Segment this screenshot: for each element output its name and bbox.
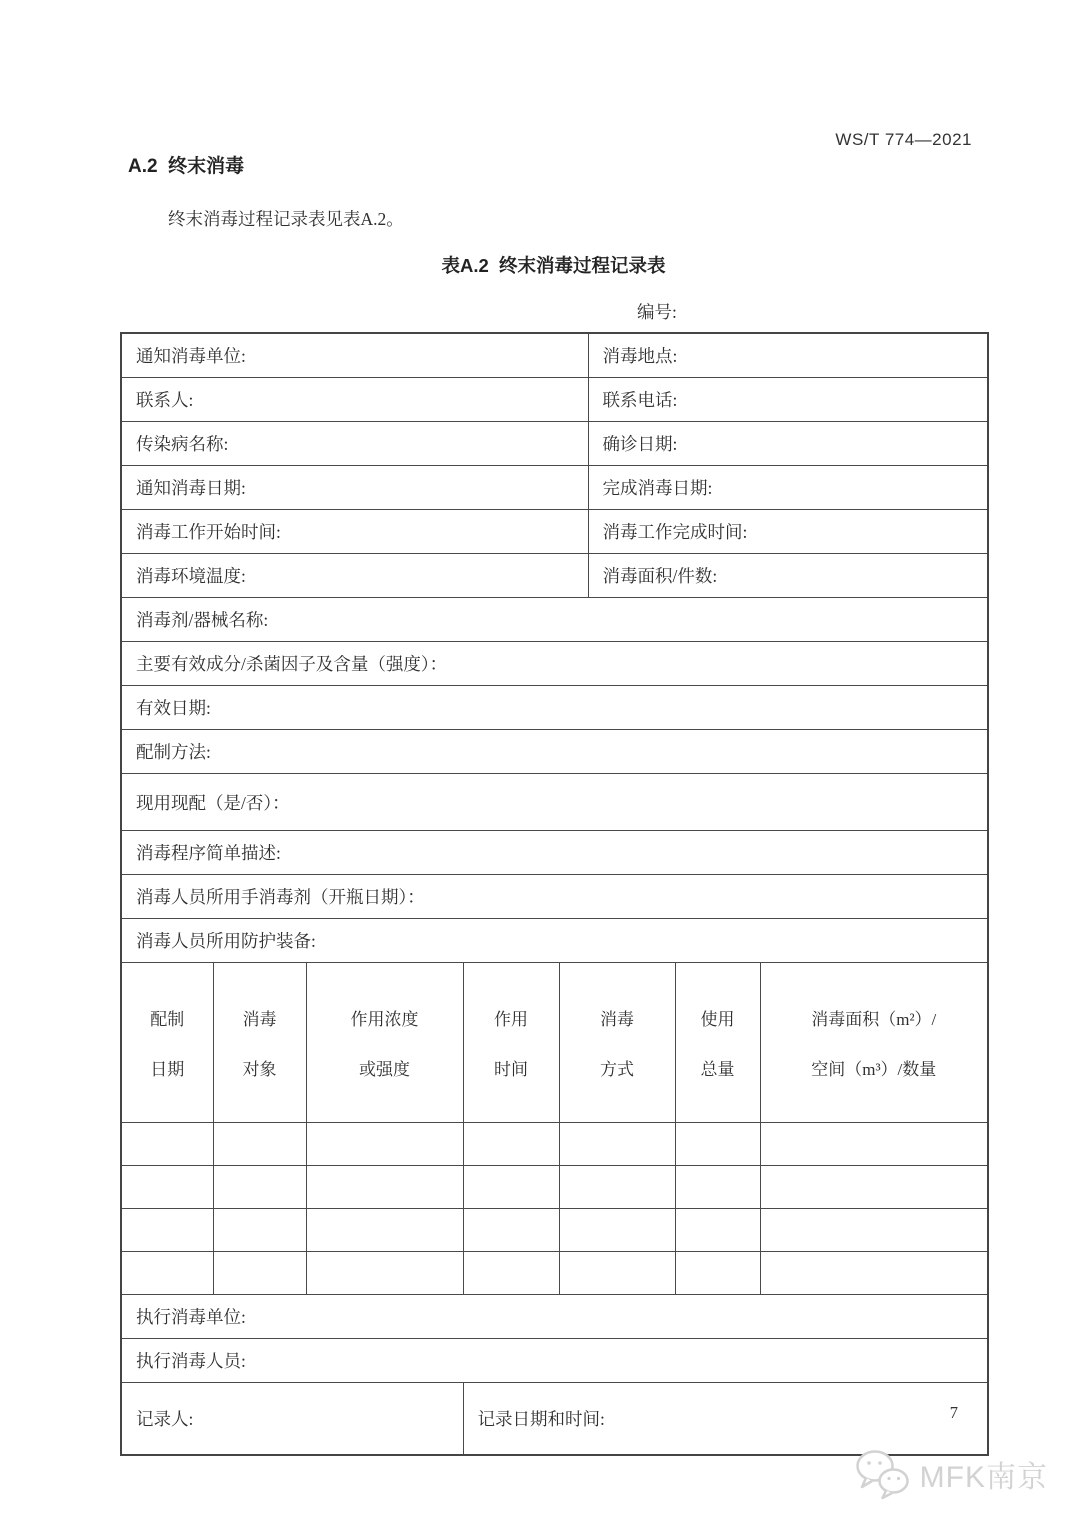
- column-header-target: [213, 963, 306, 1123]
- blank-cell: [306, 1123, 463, 1166]
- column-header-area-quantity: [760, 963, 988, 1123]
- wechat-icon: [854, 1447, 912, 1501]
- blank-cell: [675, 1209, 760, 1252]
- blank-cell: [760, 1166, 988, 1209]
- blank-cell: [463, 1123, 559, 1166]
- table-row-procedure-description: [121, 831, 988, 875]
- blank-grid-row: [121, 1209, 988, 1252]
- blank-cell: [121, 1166, 213, 1209]
- field-label: 联系人:: [121, 378, 588, 422]
- field-label: 消毒工作完成时间:: [588, 510, 988, 554]
- blank-cell: [760, 1209, 988, 1252]
- blank-cell: [559, 1166, 675, 1209]
- header-line: 时间: [494, 1060, 528, 1079]
- field-label: 消毒面积/件数:: [588, 554, 988, 598]
- header-line: 配制: [150, 1010, 185, 1029]
- blank-cell: [306, 1209, 463, 1252]
- field-label: 消毒工作开始时间:: [121, 510, 588, 554]
- blank-cell: [559, 1209, 675, 1252]
- blank-cell: [213, 1123, 306, 1166]
- field-label: 有效日期:: [121, 686, 988, 730]
- table-row-disinfectant-name: [121, 598, 988, 642]
- blank-cell: [306, 1252, 463, 1295]
- field-label: 消毒剂/器械名称:: [121, 598, 988, 642]
- field-label: 完成消毒日期:: [588, 466, 988, 510]
- table-title: 表A.2 终末消毒过程记录表: [441, 255, 666, 276]
- field-label: 消毒人员所用防护装备:: [121, 919, 988, 963]
- table-row-disease: [121, 422, 988, 466]
- column-header-concentration: [306, 963, 463, 1123]
- field-label: 配制方法:: [121, 730, 988, 774]
- blank-cell: [121, 1209, 213, 1252]
- field-label: 传染病名称:: [121, 422, 588, 466]
- watermark: [854, 1447, 1048, 1501]
- header-line: 空间（m³）/数量: [811, 1060, 937, 1079]
- field-label: 消毒环境温度:: [121, 554, 588, 598]
- field-label: 联系电话:: [588, 378, 988, 422]
- blank-grid-row: [121, 1252, 988, 1295]
- header-line: 或强度: [359, 1060, 410, 1079]
- field-label: 主要有效成分/杀菌因子及含量（强度）：: [121, 642, 988, 686]
- field-label: 执行消毒单位:: [121, 1295, 988, 1339]
- field-label: 通知消毒单位:: [121, 333, 588, 378]
- header-line: 作用: [494, 1010, 528, 1029]
- blank-cell: [675, 1166, 760, 1209]
- section-heading: A.2 终末消毒: [128, 156, 245, 177]
- table-row-contact: [121, 378, 988, 422]
- blank-cell: [675, 1123, 760, 1166]
- table-row-expiry-date: [121, 686, 988, 730]
- blank-cell: [121, 1123, 213, 1166]
- header-line: 消毒面积（m²）/: [811, 1010, 937, 1029]
- header-line: 对象: [242, 1060, 277, 1079]
- header-line: 使用: [700, 1010, 735, 1029]
- column-header-method: [559, 963, 675, 1123]
- table-row-active-ingredient: [121, 642, 988, 686]
- grid-header-row: [121, 963, 988, 1123]
- header-line: 作用浓度: [350, 1010, 419, 1029]
- table-row-executing-unit: [121, 1295, 988, 1339]
- field-label: 现用现配（是/否）：: [121, 774, 988, 831]
- table-row-executing-personnel: [121, 1339, 988, 1383]
- blank-cell: [675, 1252, 760, 1295]
- blank-grid-row: [121, 1166, 988, 1209]
- table-row-protective-equipment: [121, 919, 988, 963]
- disinfection-record-table: [120, 332, 989, 1456]
- blank-cell: [559, 1252, 675, 1295]
- table-row-work-time: [121, 510, 988, 554]
- blank-cell: [213, 1166, 306, 1209]
- field-label: 消毒人员所用手消毒剂（开瓶日期）：: [121, 875, 988, 919]
- blank-cell: [306, 1166, 463, 1209]
- page-number: 7: [949, 1403, 958, 1422]
- blank-cell: [463, 1252, 559, 1295]
- field-label: 确诊日期:: [588, 422, 988, 466]
- standard-code: WS/T 774—2021: [835, 130, 972, 149]
- table-row-fresh-prepared: [121, 774, 988, 831]
- blank-grid-row: [121, 1123, 988, 1166]
- table-row-recorder: [121, 1383, 988, 1456]
- blank-cell: [760, 1123, 988, 1166]
- field-label: 记录日期和时间:: [463, 1383, 988, 1456]
- blank-cell: [121, 1252, 213, 1295]
- watermark-text: MFK南京: [919, 1461, 1048, 1494]
- field-label: 消毒地点:: [588, 333, 988, 378]
- blank-cell: [463, 1209, 559, 1252]
- header-line: 日期: [150, 1060, 185, 1079]
- blank-cell: [213, 1252, 306, 1295]
- blank-cell: [760, 1252, 988, 1295]
- field-label: 记录人:: [121, 1383, 463, 1456]
- blank-cell: [213, 1209, 306, 1252]
- column-header-prepare-date: [121, 963, 213, 1123]
- serial-number-label: 编号:: [637, 302, 677, 322]
- intro-paragraph: 终末消毒过程记录表见表A.2。: [168, 209, 404, 229]
- header-line: 总量: [700, 1060, 735, 1079]
- field-label: 执行消毒人员:: [121, 1339, 988, 1383]
- table-row-notify-date: [121, 466, 988, 510]
- column-header-action-time: [463, 963, 559, 1123]
- header-line: 方式: [600, 1060, 634, 1079]
- table-row-hand-disinfectant: [121, 875, 988, 919]
- field-label: 消毒程序简单描述:: [121, 831, 988, 875]
- field-label: 通知消毒日期:: [121, 466, 588, 510]
- table-row-env-temp: [121, 554, 988, 598]
- blank-cell: [559, 1123, 675, 1166]
- header-line: 消毒: [600, 1010, 634, 1029]
- table-row-preparation-method: [121, 730, 988, 774]
- table-row-notify-unit: [121, 333, 988, 378]
- header-line: 消毒: [242, 1010, 277, 1029]
- column-header-total-used: [675, 963, 760, 1123]
- blank-cell: [463, 1166, 559, 1209]
